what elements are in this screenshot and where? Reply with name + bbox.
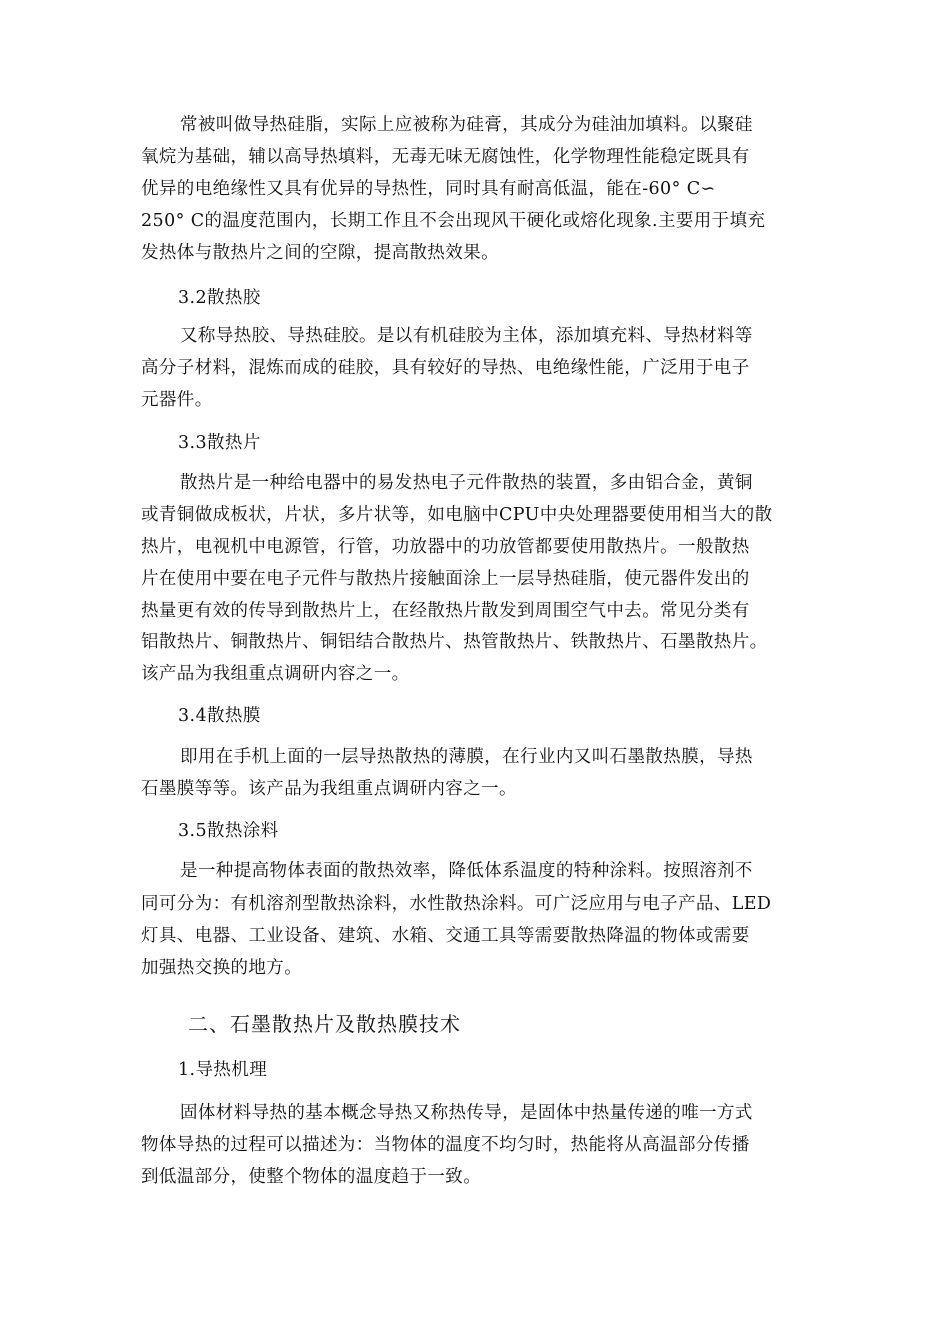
subsection-heading: 3.4散热膜 — [178, 706, 261, 726]
paragraph-line: 该产品为我组重点调研内容之一。 — [141, 664, 410, 684]
paragraph-line: 250° C的温度范围内，长期工作且不会出现风干硬化或熔化现象.主要用于填充 — [141, 211, 766, 231]
paragraph-line: 固体材料导热的基本概念导热又称热传导，是固体中热量传递的唯一方式 — [180, 1103, 753, 1123]
paragraph-line: 是一种提高物体表面的散热效率，降低体系温度的特种涂料。按照溶剂不 — [180, 861, 753, 881]
paragraph-line: 即用在手机上面的一层导热散热的薄膜，在行业内又叫石墨散热膜，导热 — [180, 747, 753, 767]
paragraph-line: 灯具、电器、工业设备、建筑、水箱、交通工具等需要散热降温的物体或需要 — [141, 926, 750, 946]
paragraph-line: 同可分为：有机溶剂型散热涂料，水性散热涂料。可广泛应用与电子产品、LED — [141, 894, 772, 914]
paragraph-line: 到低温部分，使整个物体的温度趋于一致。 — [141, 1167, 482, 1187]
paragraph-line: 发热体与散热片之间的空隙，提高散热效果。 — [141, 243, 499, 263]
paragraph-line: 氧烷为基础，辅以高导热填料，无毒无味无腐蚀性，化学物理性能稳定既具有 — [141, 147, 750, 167]
paragraph-line: 又称导热胶、导热硅胶。是以有机硅胶为主体，添加填充料、导热材料等 — [180, 326, 753, 346]
paragraph-line: 加强热交换的地方。 — [141, 958, 303, 978]
paragraph-line: 常被叫做导热硅脂，实际上应被称为硅膏，其成分为硅油加填料。以聚硅 — [180, 115, 753, 135]
paragraph-line: 高分子材料，混炼而成的硅胶，具有较好的导热、电绝缘性能，广泛用于电子 — [141, 358, 750, 378]
paragraph-line: 片在使用中要在电子元件与散热片接触面涂上一层导热硅脂，使元器件发出的 — [141, 569, 750, 589]
paragraph-line: 元器件。 — [141, 390, 213, 410]
paragraph-line: 热量更有效的传导到散热片上，在经散热片散发到周围空气中去。常见分类有 — [141, 601, 750, 621]
paragraph-line: 或青铜做成板状，片状，多片状等，如电脑中CPU中央处理器要使用相当大的散 — [141, 505, 773, 525]
subsection-heading: 3.3散热片 — [178, 433, 261, 453]
subsection-heading: 3.2散热胶 — [178, 288, 261, 308]
paragraph-line: 铝散热片、铜散热片、铜铝结合散热片、热管散热片、铁散热片、石墨散热片。 — [141, 632, 768, 652]
paragraph-line: 物体导热的过程可以描述为：当物体的温度不均匀时，热能将从高温部分传播 — [141, 1135, 750, 1155]
subsection-heading: 1.导热机理 — [178, 1060, 268, 1080]
paragraph-line: 热片，电视机中电源管，行管，功放器中的功放管都要使用散热片。一般散热 — [141, 537, 750, 557]
paragraph-line: 散热片是一种给电器中的易发热电子元件散热的装置，多由铝合金，黄铜 — [180, 473, 753, 493]
section-heading: 二、石墨散热片及散热膜技术 — [188, 1012, 461, 1036]
paragraph-line: 石墨膜等等。该产品为我组重点调研内容之一。 — [141, 779, 517, 799]
subsection-heading: 3.5散热涂料 — [178, 821, 279, 841]
paragraph-line: 优异的电绝缘性又具有优异的导热性，同时具有耐高低温，能在-60° C∽ — [141, 179, 716, 199]
